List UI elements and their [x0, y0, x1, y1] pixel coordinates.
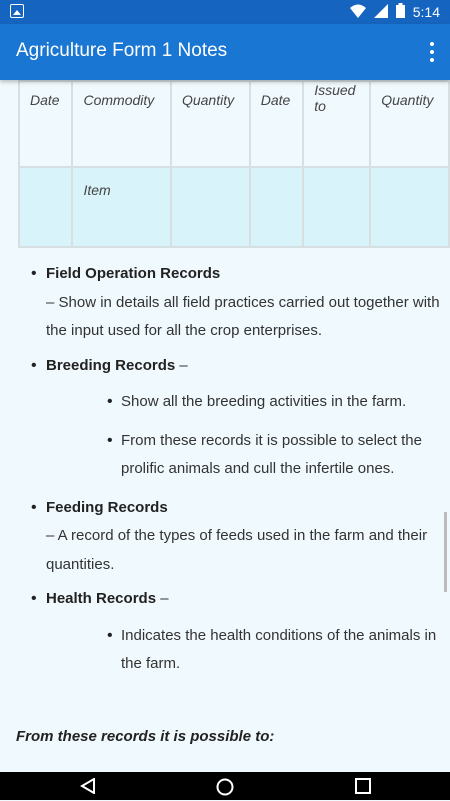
more-vert-icon[interactable]: [428, 40, 436, 64]
item-text: – Show in details all field practices carried out together with the input used for all the crop enterprises.: [46, 293, 440, 339]
item-text: – A record of the types of feeds used in the farm and their quantities.: [46, 527, 428, 573]
table-header-cell: Quantity: [171, 81, 250, 167]
item-title: Field Operation Records: [46, 265, 221, 282]
sub-list-item: • From these records it is possible to select the prolific animals and cull the infertile ones.: [46, 427, 440, 484]
table-cell: [370, 167, 449, 247]
table-header-cell: Date: [250, 81, 303, 167]
notes-content[interactable]: [0, 80, 450, 772]
item-title: Health Records: [46, 590, 157, 607]
records-list: [0, 260, 440, 689]
item-title: Breeding Records: [46, 356, 176, 374]
wifi-icon: [350, 4, 366, 21]
list-item: [0, 260, 440, 346]
list-item: [0, 352, 440, 484]
app-title: Agriculture Form 1 Notes: [16, 40, 228, 61]
table-header-cell: Quantity: [370, 81, 449, 167]
table-header-cell: Date: [19, 81, 72, 167]
status-bar: [0, 0, 450, 24]
table-cell: [303, 167, 370, 247]
back-icon[interactable]: [80, 778, 96, 799]
table-cell: [171, 167, 250, 247]
battery-icon: [396, 3, 405, 21]
footer-text: From these records it is possible to:: [16, 728, 275, 745]
sub-list-item: • Show all the breeding activities in the farm.: [46, 388, 440, 417]
list-item: [0, 585, 440, 679]
navigation-bar: [0, 772, 450, 800]
app-bar: [0, 24, 450, 80]
sub-list-item: • Indicates the health conditions of the animals in the farm.: [46, 622, 440, 679]
item-title-suffix: –: [175, 356, 188, 374]
home-icon[interactable]: [216, 778, 234, 801]
recents-icon[interactable]: [355, 778, 371, 799]
table-cell: [250, 167, 303, 247]
sub-list: [46, 388, 440, 484]
table-row: [19, 167, 449, 247]
sub-list: [46, 622, 440, 679]
table-header-cell: Commodity: [72, 81, 170, 167]
table-header-cell: Issued to: [303, 81, 370, 167]
signal-icon: [374, 4, 388, 21]
table-cell: [19, 167, 72, 247]
table-header-row: [19, 81, 449, 167]
list-item: [0, 494, 440, 580]
table-cell: Item: [72, 167, 170, 247]
image-notification-icon: [10, 4, 24, 18]
item-title: Feeding Records: [46, 498, 168, 516]
scrollbar[interactable]: [444, 512, 447, 592]
item-title-suffix: –: [156, 590, 169, 607]
records-table: [18, 80, 450, 248]
status-time: 5:14: [412, 4, 440, 20]
